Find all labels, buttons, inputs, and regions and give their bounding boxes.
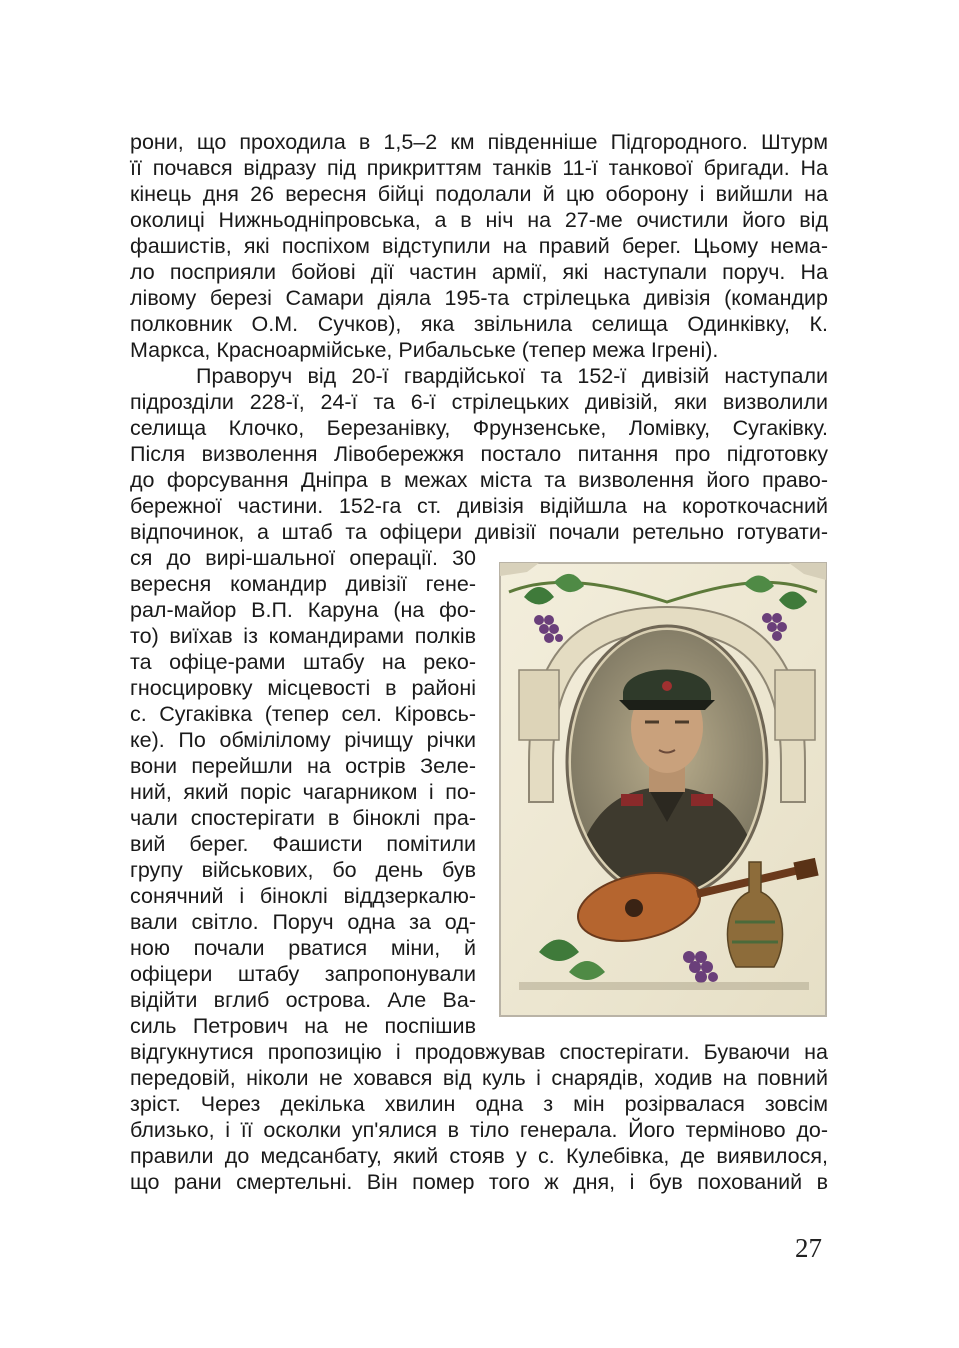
text-line: вий берег. Фашисти помітили (130, 832, 476, 856)
text-line: що рани смертельні. Він помер того ж дня, і був похований в (130, 1170, 828, 1194)
text-line: рони, що проходила в 1,5–2 км південніше Підгородного. Штурм (130, 130, 828, 154)
text-line: та офіце-рами штабу на реко- (130, 650, 476, 674)
text-line: близько, і її осколки уп'ялися в тіло генерала. Його терміново до- (130, 1118, 828, 1142)
text-line: ке). По обмілілому річищу річки (130, 728, 476, 752)
text-line: правили до медсанбату, який стояв у с. Кулебівка, де виявилося, (130, 1144, 828, 1168)
text-line: бережної частини. 152-га ст. дивізія відійшла на короткочасний (130, 494, 828, 518)
text-line: рал-майор В.П. Каруна (на фо- (130, 598, 476, 622)
text-line: ною почали рватися міни, й (130, 936, 476, 960)
text-line: Після визволення Лівобережжя постало питання про підготовку (130, 442, 828, 466)
text-line: ний, який поріс чагарником і по- (130, 780, 476, 804)
text-line: селища Клочко, Березанівку, Фрунзенське, Ломівку, Сугаківку. (130, 416, 828, 440)
text-line: сонячний і біноклі віддзеркалю- (130, 884, 476, 908)
text-line: то) виїхав із командирами полків (130, 624, 476, 648)
text-line: вали світло. Поруч одна за од- (130, 910, 476, 934)
portrait-photo (499, 562, 827, 1017)
text-line: чали спостерігати в біноклі пра- (130, 806, 476, 830)
text-line: силь Петрович на не поспішив (130, 1014, 476, 1038)
text-line: відпочинок, а штаб та офіцери дивізії почали ретельно готувати- (130, 520, 828, 544)
text-line: вони перейшли на острів Зеле- (130, 754, 476, 778)
text-line: лівому березі Самари діяла 195-та стрілецька дивізія (командир (130, 286, 828, 310)
text-line: передовій, ніколи не ховався від куль і снарядів, ходив на повний (130, 1066, 828, 1090)
text-line: кінець дня 26 вересня бійці подолали й цю оборону і вийшли на (130, 182, 828, 206)
text-line: її почався відразу під прикриттям танків 11-ї танкової бригади. На (130, 156, 828, 180)
text-line: до форсування Дніпра в межах міста та визволення його право- (130, 468, 828, 492)
text-line: Праворуч від 20-ї гвардійської та 152-ї дивізій наступали (196, 364, 828, 388)
page-number: 27 (795, 1233, 822, 1263)
text-line: офіцери штабу запропонували (130, 962, 476, 986)
text-line: фашистів, які поспіхом відступили на правий берег. Цьому нема- (130, 234, 828, 258)
text-line: гносцировку місцевості в районі (130, 676, 476, 700)
text-line: відійти вглиб острова. Але Ва- (130, 988, 476, 1012)
text-line: с. Сугаківка (тепер сел. Кіровсь- (130, 702, 476, 726)
text-line: ся до вирі-шальної операції. 30 (130, 546, 476, 570)
text-line: полковник О.М. Сучков), яка звільнила селища Одинківку, К. (130, 312, 828, 336)
text-line: Маркса, Красноармійське, Рибальське (тепер межа Ігрені). (130, 338, 719, 362)
text-line: ло посприяли бойові дії частин армії, які наступали поруч. На (130, 260, 828, 284)
text-line: зріст. Через декілька хвилин одна з мін розірвалася зовсім (130, 1092, 828, 1116)
text-line: відгукнутися пропозицію і продовжував спостерігати. Буваючи на (130, 1040, 828, 1064)
text-line: вересня командир дивізії гене- (130, 572, 476, 596)
text-line: підрозділи 228-ї, 24-ї та 6-ї стрілецьких дивізій, яки визволили (130, 390, 828, 414)
text-line: околиці Нижньодніпровська, а в ніч на 27-ме очистили його від (130, 208, 828, 232)
text-line: групу військових, бо день був (130, 858, 476, 882)
